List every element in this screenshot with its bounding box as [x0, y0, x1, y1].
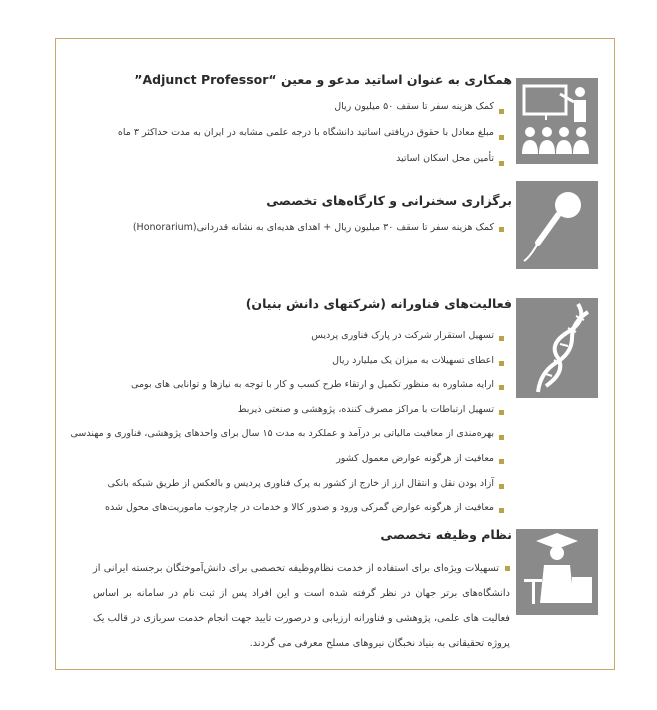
section-title-technology: فعالیت‌های فناورانه (شرکتهای دانش بنیان)	[245, 296, 512, 311]
dna-icon	[516, 298, 598, 398]
technology-list	[71, 326, 505, 523]
microphone-icon	[516, 181, 598, 269]
teacher-lecture-icon	[516, 78, 598, 164]
list-item: اعطای تسهیلات به میزان یک میلیارد ریال	[71, 351, 505, 376]
list-item: معافیت از هرگونه عوارض معمول کشور	[71, 449, 505, 474]
list-item: تسهیل ارتباطات با مراکز مصرف کننده، پژوهشی و صنعتی ذیربط	[71, 400, 505, 425]
graduate-lecturer-icon	[516, 529, 598, 615]
section-title-military-service: نظام وظیفه تخصصی	[380, 527, 512, 542]
list-item: بهره‌مندی از معافیت مالیاتی بر درآمد و عملکرد به مدت ۱۵ سال برای واحدهای پژوهشی، فناوری و مهندسی	[71, 424, 505, 449]
list-bullet	[505, 566, 510, 571]
lectures-list	[133, 219, 504, 239]
section-title-lectures: برگزاری سخنرانی و کارگاه‌های تخصصی	[266, 193, 512, 208]
list-item: مبلغ معادل با حقوق دریافتی اساتید دانشگاه با درجه علمی مشابه در ایران به مدت حداکثر ۳ ماه	[118, 124, 504, 150]
military-service-paragraph: تسهیلات ویژه‌ای برای استفاده از خدمت نظام‌وظیفه تخصصی برای دانش‌آموختگان برجسته ایرانی از دانشگاه‌های برتر جهان در نظر گرفته شده است و این افراد پس از ثبت نام در سامانه بر اساس فعالیت های علمی، پژوهشی و فناورانه ارزیابی و درصورت تایید جهت انجام خدمت سربازی در قالب یک پروژه تحقیقاتی به بنیاد نخبگان نیروهای مسلح معرفی می گردند.	[93, 563, 510, 649]
list-item: تسهیل استقرار شرکت در پارک فناوری پردیس	[71, 326, 505, 351]
list-item: کمک هزینه سفر تا سقف ۳۰ میلیون ریال + اهدای هدیه‌ای به نشانه قدردانی(Honorarium)	[133, 219, 504, 239]
list-item: ارایه مشاوره به منظور تکمیل و ارتقاء طرح کسب و کار با توجه به نیازها و توانایی های بومی	[71, 375, 505, 400]
section-title-adjunct: همکاری به عنوان اساتید مدعو و معین “Adjunct Professor”	[134, 72, 512, 87]
list-item: آزاد بودن نقل و انتقال ارز از خارج از کشور به پرک فناوری پردیس و بالعکس از طریق شبکه بانکی	[71, 474, 505, 499]
list-item: کمک هزینه سفر تا سقف ۵۰ میلیون ریال	[118, 98, 504, 124]
list-item: معافیت از هرگونه عوارض گمرکی ورود و صدور کالا و خدمات در چارچوب ماموریت‌های محول شده	[71, 498, 505, 523]
list-item: تأمین محل اسکان اساتید	[118, 150, 504, 176]
adjunct-list	[118, 98, 504, 176]
